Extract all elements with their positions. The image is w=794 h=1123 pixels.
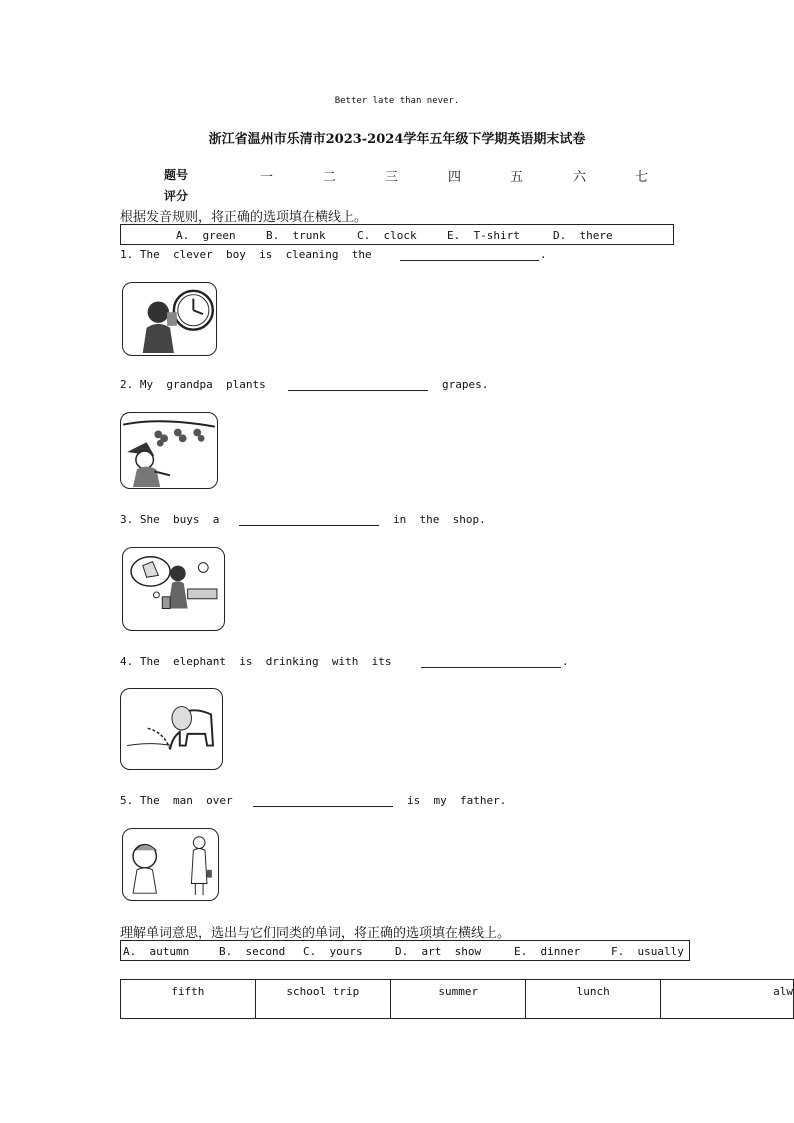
- girl-shopping-icon: [122, 547, 225, 631]
- option-b: B. trunk: [266, 229, 326, 242]
- option-a: A. green: [176, 229, 236, 242]
- score-col-1: 一: [260, 170, 274, 185]
- question-3-blank[interactable]: [239, 525, 379, 526]
- option2-f: F. usually: [611, 945, 684, 958]
- question-2-text: 2. My grandpa plants: [120, 378, 266, 391]
- page-title: 浙江省温州市乐清市2023-2024学年五年级下学期英语期末试卷: [208, 132, 586, 147]
- section2-instruction: 理解单词意思，选出与它们同类的单词，将正确的选项填在横线上。: [120, 926, 511, 941]
- score-col-7: 七: [635, 170, 649, 185]
- score-col-4: 四: [448, 170, 462, 185]
- question-1-text: 1. The clever boy is cleaning the: [120, 248, 372, 261]
- category-cell: school trip: [255, 980, 390, 1019]
- score-row-label-score: 评分: [164, 189, 189, 203]
- option-c: C. clock: [357, 229, 417, 242]
- question-1-end: .: [540, 248, 547, 261]
- boy-cleaning-clock-icon: [122, 282, 217, 356]
- question-3-text: 3. She buys a: [120, 513, 220, 526]
- option2-d: D. art show: [395, 945, 482, 958]
- category-cell: lunch: [526, 980, 661, 1019]
- boy-and-man-icon: [122, 828, 219, 901]
- category-cell: summer: [391, 980, 526, 1019]
- word-category-table: [120, 979, 794, 1019]
- score-col-3: 三: [385, 170, 399, 185]
- score-row-label-number: 题号: [164, 168, 189, 182]
- question-3-end: in the shop.: [393, 513, 486, 526]
- header-note: Better late than never.: [334, 96, 460, 106]
- question-5-blank[interactable]: [253, 806, 393, 807]
- option2-e: E. dinner: [514, 945, 581, 958]
- option-d: D. there: [553, 229, 613, 242]
- score-col-5: 五: [510, 170, 524, 185]
- question-5-end: is my father.: [407, 794, 507, 807]
- question-2-blank[interactable]: [288, 390, 428, 391]
- question-2-end: grapes.: [442, 378, 489, 391]
- option2-c: C. yours: [303, 945, 363, 958]
- category-cell: alw: [661, 980, 794, 1019]
- score-col-6: 六: [573, 170, 587, 185]
- section2-options-box: [120, 940, 690, 961]
- category-cell: fifth: [121, 980, 256, 1019]
- section1-options-box: [120, 224, 674, 245]
- elephant-drinking-icon: [120, 688, 223, 770]
- option-e: E. T-shirt: [447, 229, 520, 242]
- question-5-text: 5. The man over: [120, 794, 233, 807]
- option2-b: B. second: [219, 945, 286, 958]
- section1-instruction: 根据发音规则，将正确的选项填在横线上。: [120, 210, 368, 225]
- option2-a: A. autumn: [123, 945, 190, 958]
- score-col-2: 二: [323, 170, 337, 185]
- question-4-blank[interactable]: [421, 667, 561, 668]
- grandpa-grapes-icon: [120, 412, 218, 489]
- question-1-blank[interactable]: [400, 260, 539, 261]
- question-4-text: 4. The elephant is drinking with its: [120, 655, 392, 668]
- question-4-end: .: [562, 655, 569, 668]
